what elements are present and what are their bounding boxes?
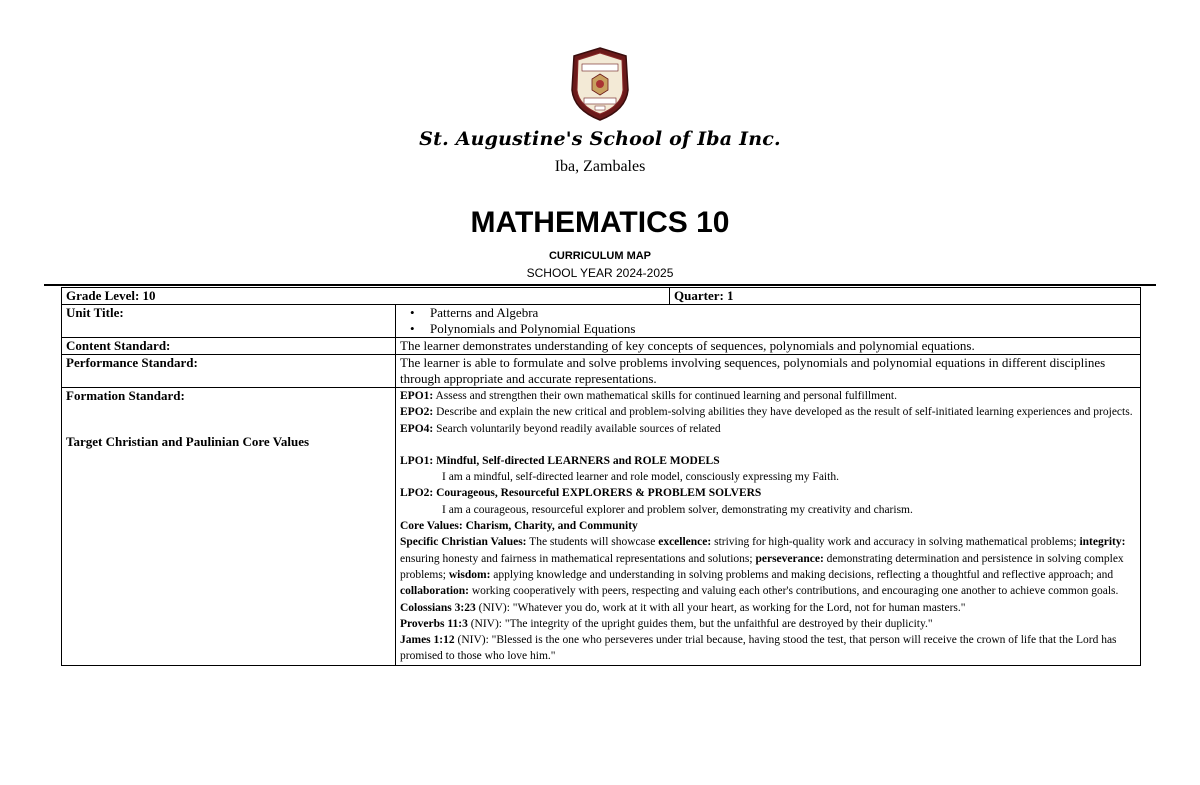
grade-quarter-row: [62, 288, 1141, 305]
specific-christian-values: [400, 534, 1136, 599]
formation-standard-label-cell: [62, 388, 396, 666]
verse-text: "Blessed is the one who perseveres under trial because, having stood the test, that person will receive the crown of life that the Lord has promised to those who love him.": [400, 634, 1117, 663]
unit-title-item: Polynomials and Polynomial Equations: [430, 321, 636, 336]
lpo-title: LPO1: Mindful, Self-directed LEARNERS and ROLE MODELS: [400, 454, 720, 467]
epo-code: EPO1:: [400, 390, 434, 402]
verse-version: (NIV):: [454, 634, 492, 647]
verse-text: "Whatever you do, work at it with all your heart, as working for the Lord, not for human masters.": [512, 601, 966, 614]
lpo-text: I am a mindful, self-directed learner and role model, consciously expressing my Faith.: [442, 471, 839, 484]
value-keyword: collaboration:: [400, 585, 469, 598]
list-item: [410, 305, 1136, 321]
header-divider: [44, 284, 1156, 286]
performance-standard-value: The learner is able to formulate and solve problems involving sequences, polynomials and polynomial equations in different disciplines through appropriate and accurate representations.: [396, 355, 1141, 388]
document-subtitle: CURRICULUM MAP: [548, 250, 652, 262]
epo-code: EPO2:: [400, 406, 434, 419]
epo-text: Describe and explain the new critical and problem-solving abilities they have developed as the result of self-initiated learning experiences and projects.: [433, 406, 1133, 419]
verse-reference: James 1:12: [400, 634, 455, 647]
epo-item: [400, 388, 1136, 404]
formation-standard-row: [62, 388, 1141, 666]
specific-values-label: Specific Christian Values:: [400, 536, 527, 549]
verse-reference: Colossians 3:23: [400, 601, 476, 614]
verse-version: (NIV):: [467, 617, 505, 630]
specific-values-text: demonstrating determination and persistence in solving complex problems;: [400, 552, 1124, 581]
content-standard-value: The learner demonstrates understanding of key concepts of sequences, polynomials and polynomial equations.: [396, 338, 1141, 355]
list-item: [410, 321, 1136, 337]
quarter: Quarter: 1: [674, 288, 734, 303]
core-values: Core Values: Charism, Charity, and Community: [400, 520, 638, 533]
unit-title-label: Unit Title:: [62, 305, 396, 338]
specific-values-text: working cooperatively with peers, respecting and valuing each other's contributions, and encouraging one another to achieve common goals.: [469, 585, 1119, 598]
unit-title-row: [62, 305, 1141, 338]
lpo-title: LPO2: Courageous, Resourceful EXPLORERS & PROBLEM SOLVERS: [400, 487, 762, 500]
value-keyword: perseverance:: [755, 552, 824, 565]
content-standard-row: [62, 338, 1141, 355]
verse-text: "The integrity of the upright guides them, but the unfaithful are destroyed by their duplicity.": [504, 617, 933, 630]
unit-title-value: [396, 305, 1141, 338]
quarter-cell: [670, 288, 1141, 305]
performance-standard-row: [62, 355, 1141, 388]
core-values-label: Target Christian and Paulinian Core Values: [66, 434, 310, 449]
formation-standard-label: Formation Standard:: [66, 388, 185, 403]
bible-verse: [400, 632, 1136, 665]
label-spacer: [66, 404, 391, 434]
verse-version: (NIV):: [475, 601, 513, 614]
bible-verse: [400, 600, 1136, 616]
unit-title-item: Patterns and Algebra: [430, 305, 539, 320]
value-keyword: integrity:: [1079, 536, 1126, 549]
school-seal-logo: [568, 46, 632, 122]
document-title: MATHEMATICS 10: [470, 206, 730, 239]
epo-text: Assess and strengthen their own mathematical skills for continued learning and personal fulfillment.: [433, 390, 897, 402]
specific-values-text: The students will showcase: [526, 536, 659, 549]
epo-item: [400, 421, 1136, 437]
bible-verse: [400, 616, 1136, 632]
bullet-icon: •: [410, 305, 415, 320]
epo-text: Search voluntarily beyond readily available sources of related: [433, 422, 721, 435]
verse-reference: Proverbs 11:3: [400, 617, 468, 630]
grade-level: Grade Level: 10: [66, 288, 156, 303]
specific-values-text: applying knowledge and understanding in solving problems and making decisions, reflecting a thoughtful and reflective approach; and: [490, 568, 1114, 581]
school-location: Iba, Zambales: [554, 158, 646, 175]
formation-standard-value: [396, 388, 1141, 666]
specific-values-text: striving for high-quality work and accuracy in solving mathematical problems;: [711, 536, 1080, 549]
specific-values-text: ensuring honesty and fairness in mathematical representations and solutions;: [400, 552, 756, 565]
value-keyword: wisdom:: [448, 568, 491, 581]
content-standard-label: Content Standard:: [62, 338, 396, 355]
section-gap: [400, 437, 1136, 453]
unit-title-list: [400, 305, 1136, 337]
curriculum-map-table: [61, 287, 1141, 666]
school-name: St. Augustine's School of Iba Inc.: [419, 128, 781, 150]
value-keyword: excellence:: [658, 536, 712, 549]
grade-level-cell: [62, 288, 670, 305]
epo-item: [400, 404, 1136, 420]
epo-code: EPO4:: [400, 422, 434, 435]
lpo-text: I am a courageous, resourceful explorer and problem solver, demonstrating my creativity and charism.: [442, 503, 913, 516]
bullet-icon: •: [410, 321, 415, 336]
performance-standard-label: Performance Standard:: [62, 355, 396, 388]
school-year: SCHOOL YEAR 2024-2025: [526, 266, 674, 280]
